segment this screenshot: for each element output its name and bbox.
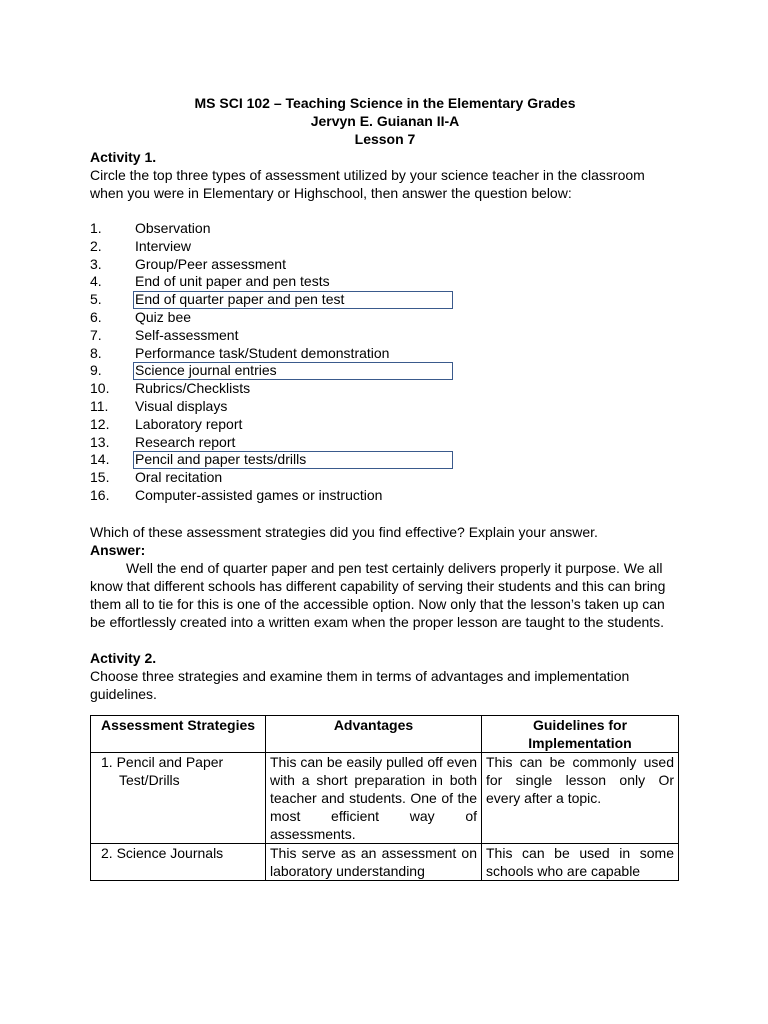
table-row <box>91 843 679 880</box>
list-item <box>90 362 680 380</box>
strategy-cell: 2. Science Journals <box>91 843 266 880</box>
list-item-number: 5. <box>90 291 102 308</box>
list-item-text: End of unit paper and pen tests <box>135 273 330 290</box>
document-page <box>90 94 680 881</box>
activity2-title: Activity 2. <box>90 649 157 666</box>
list-item <box>90 256 680 274</box>
list-item-text: Group/Peer assessment <box>135 255 286 272</box>
list-item-text: Quiz bee <box>135 308 192 325</box>
list-item-number: 14. <box>90 451 110 468</box>
list-item-number: 7. <box>90 326 102 343</box>
list-item <box>90 273 680 291</box>
table-row <box>91 752 679 843</box>
list-item-number: 2. <box>90 237 102 254</box>
list-item-number: 11. <box>90 397 109 414</box>
list-item-number: 8. <box>90 344 102 361</box>
list-item <box>90 327 680 345</box>
list-item-number: 3. <box>90 255 102 272</box>
list-item-text: Self-assessment <box>135 326 239 343</box>
table-header-row <box>91 715 679 752</box>
advantages-cell: This serve as an assessment on laboratory understanding <box>266 843 482 880</box>
list-item <box>90 309 680 327</box>
activity1-instructions: Circle the top three types of assessment utilized by your science teacher in the classroom when you were in Elementary or Highschool, then answer the question below: <box>90 167 645 201</box>
advantages-cell: This can be easily pulled off even with a short preparation in both teacher and students. One of the most efficient way of assessments. <box>266 752 482 843</box>
guidelines-cell: This can be used in some schools who are capable <box>482 843 679 880</box>
list-item-number: 9. <box>90 362 102 379</box>
list-item-text: Performance task/Student demonstration <box>135 344 390 361</box>
list-item <box>90 380 680 398</box>
list-item-text: Pencil and paper tests/drills <box>135 451 307 468</box>
list-item-number: 13. <box>90 433 110 450</box>
list-item <box>90 398 680 416</box>
list-item-text: Interview <box>135 237 192 254</box>
list-item <box>90 469 680 487</box>
answer-label: Answer: <box>90 541 146 558</box>
list-item-number: 6. <box>90 308 102 325</box>
list-item <box>90 220 680 238</box>
activity1-question: Which of these assessment strategies did you find effective? Explain your answer. <box>90 523 598 540</box>
list-item <box>90 238 680 256</box>
list-item-number: 16. <box>90 486 110 503</box>
lesson-title: Lesson 7 <box>354 131 416 147</box>
activity2-instructions: Choose three strategies and examine them in terms of advantages and implementation guidelines. <box>90 667 630 702</box>
list-item-text: Oral recitation <box>135 469 223 486</box>
list-item-text: Science journal entries <box>135 362 277 379</box>
list-item-number: 1. <box>90 220 102 236</box>
list-item-text: Laboratory report <box>135 415 243 432</box>
list-item-text: Rubrics/Checklists <box>135 380 251 397</box>
list-item-text: Visual displays <box>135 397 228 414</box>
list-item <box>90 434 680 452</box>
strategy-cell: 1. Pencil and Paper Test/Drills <box>91 752 266 843</box>
selection-box <box>133 291 453 309</box>
selection-box <box>133 362 453 380</box>
student-name: Jervyn E. Guianan II-A <box>310 113 460 129</box>
list-item-text: End of quarter paper and pen test <box>135 291 345 308</box>
list-item-text: Research report <box>135 433 236 450</box>
list-item <box>90 451 680 469</box>
selection-box <box>133 451 453 469</box>
strategies-table <box>90 715 679 881</box>
list-item-number: 12. <box>90 415 110 432</box>
course-title: MS SCI 102 – Teaching Science in the Elementary Grades <box>194 95 576 111</box>
list-item-text: Observation <box>135 220 211 236</box>
assessment-list <box>90 220 680 505</box>
list-item-number: 15. <box>90 469 110 486</box>
guidelines-cell: This can be commonly used for single lesson only Or every after a topic. <box>482 752 679 843</box>
list-item-number: 4. <box>90 273 102 290</box>
list-item <box>90 416 680 434</box>
list-item <box>90 345 680 363</box>
activity1-title: Activity 1. <box>90 149 157 165</box>
header-advantages: Advantages <box>266 715 482 752</box>
header-strategies: Assessment Strategies <box>91 715 266 752</box>
list-item-text: Computer-assisted games or instruction <box>135 486 383 503</box>
answer-text: Well the end of quarter paper and pen test certainly delivers properly it purpose. We all know that different schools has different capability of serving their students and this can bring them all to tie for this is one of the accessible option. Now only that the lesson’s taken up can be effortlessly created into a written exam when the proper lesson are taught to the students. <box>90 559 666 630</box>
list-item <box>90 487 680 505</box>
header-guidelines: Guidelines for Implementation <box>482 715 679 752</box>
list-item-number: 10. <box>90 380 110 397</box>
list-item <box>90 291 680 309</box>
